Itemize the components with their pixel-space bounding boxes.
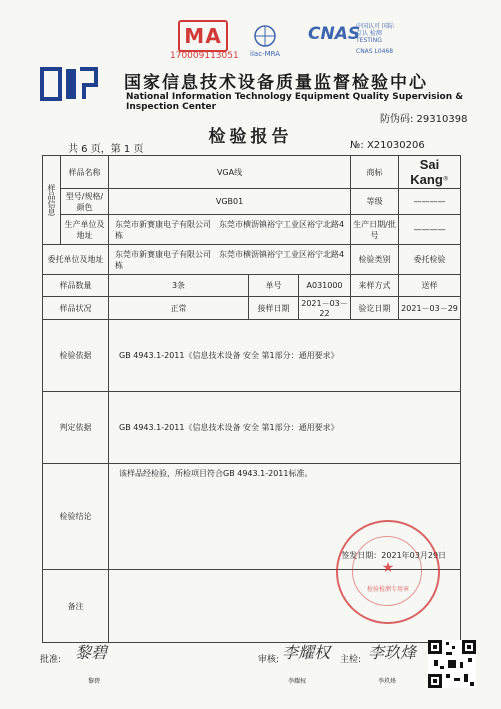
conclusion-label: 检验结论 bbox=[43, 464, 109, 570]
ma-logo-text: MA bbox=[184, 24, 222, 48]
seal-text: 检验检测专用章 bbox=[366, 586, 409, 593]
basis-value: GB 4943.1-2011《信息技术设备 安全 第1部分：通用要求》 bbox=[109, 320, 461, 392]
ma-logo bbox=[178, 20, 228, 52]
sample-name-value: VGA线 bbox=[109, 156, 351, 189]
review-name: 李耀权 bbox=[288, 678, 307, 685]
table-row bbox=[43, 392, 461, 464]
sampling-label: 来样方式 bbox=[351, 275, 399, 297]
approve-name: 黎碧 bbox=[88, 678, 101, 685]
table-row bbox=[43, 156, 461, 189]
table-row bbox=[43, 245, 461, 275]
report-number: №: X21030206 bbox=[350, 140, 425, 151]
client-value: 东莞市新赛康电子有限公司 东莞市横沥镇裕宁工业区裕宁北路4栋 bbox=[109, 245, 351, 275]
basis-label: 检验依据 bbox=[43, 320, 109, 392]
prod-date-label: 生产日期/批号 bbox=[351, 215, 399, 245]
ilac-mra-text: ilac-MRA bbox=[250, 50, 280, 58]
ticket-value: A031000 bbox=[299, 275, 351, 297]
table-row bbox=[43, 215, 461, 245]
org-name-cn: 国家信息技术设备质量监督检验中心 bbox=[124, 73, 428, 93]
finish-label: 验讫日期 bbox=[351, 297, 399, 320]
review-signature: 李耀权 bbox=[282, 643, 331, 662]
table-row bbox=[43, 297, 461, 320]
cnas-small-text: 中国认可 国际互认 检测 TESTING bbox=[356, 23, 394, 44]
model-value: VGB01 bbox=[109, 189, 351, 215]
table-row bbox=[43, 189, 461, 215]
grade-value: ———— bbox=[399, 189, 461, 215]
status-value: 正常 bbox=[109, 297, 249, 320]
sign-date: 签发日期：2021年03月29日 bbox=[341, 551, 447, 560]
sample-name-label: 样品名称 bbox=[61, 156, 109, 189]
inspect-type-value: 委托检验 bbox=[399, 245, 461, 275]
grade-label: 等级 bbox=[351, 189, 399, 215]
judge-value: GB 4943.1-2011《信息技术设备 安全 第1部分：通用要求》 bbox=[109, 392, 461, 464]
producer-label: 生产单位及地址 bbox=[61, 215, 109, 245]
page-title: 检验报告 bbox=[208, 127, 293, 147]
ticket-label: 单号 bbox=[249, 275, 299, 297]
ma-code: 170009113051 bbox=[170, 51, 239, 61]
brand-cell bbox=[399, 156, 461, 189]
approve-label: 批准: bbox=[40, 655, 62, 665]
table-row bbox=[43, 320, 461, 392]
qty-label: 样品数量 bbox=[43, 275, 109, 297]
receive-label: 接样日期 bbox=[249, 297, 299, 320]
table-row bbox=[43, 275, 461, 297]
qr-code bbox=[428, 640, 476, 688]
brand-registered-mark: ® bbox=[442, 175, 449, 183]
inspect-name: 李玖烽 bbox=[378, 678, 397, 685]
judge-label: 判定依据 bbox=[43, 392, 109, 464]
org-name-en: National Information Technology Equipment Quality Supervision & Inspection Center bbox=[126, 92, 464, 112]
model-label: 型号/规格/颜色 bbox=[61, 189, 109, 215]
seal-star-icon: ★ bbox=[381, 560, 395, 576]
brand-label: 商标 bbox=[351, 156, 399, 189]
receive-value: 2021－03－22 bbox=[299, 297, 351, 320]
review-label: 审核: bbox=[258, 655, 280, 665]
ilac-mra-logo bbox=[235, 24, 295, 58]
inspect-signature: 李玖烽 bbox=[368, 643, 417, 662]
certification-logos bbox=[120, 20, 400, 65]
org-logo-icon bbox=[40, 67, 100, 101]
approve-signature: 黎碧 bbox=[75, 643, 108, 662]
conclusion-value: 该样品经检验，所检项目符合GB 4943.1-2011标准。 bbox=[119, 469, 313, 478]
sampling-value: 送样 bbox=[399, 275, 461, 297]
producer-value: 东莞市新赛康电子有限公司 东莞市横沥镇裕宁工业区裕宁北路4栋 bbox=[109, 215, 351, 245]
cnas-text: CNAS bbox=[308, 24, 361, 44]
prod-date-value: ———— bbox=[399, 215, 461, 245]
brand-value: Sai Kang bbox=[410, 157, 443, 187]
cnas-logo bbox=[308, 24, 396, 58]
remark-label: 备注 bbox=[43, 570, 109, 643]
inspection-seal bbox=[336, 520, 440, 624]
cnas-registration: CNAS L0468 bbox=[356, 48, 394, 55]
client-label: 委托单位及地址 bbox=[43, 245, 109, 275]
finish-value: 2021－03－29 bbox=[399, 297, 461, 320]
group-label: 样品信息 bbox=[43, 156, 61, 245]
status-label: 样品状况 bbox=[43, 297, 109, 320]
qty-value: 3条 bbox=[109, 275, 249, 297]
inspect-label: 主检: bbox=[340, 655, 362, 665]
inspect-type-label: 检验类别 bbox=[351, 245, 399, 275]
anti-fake-code: 防伪码: 29310398 bbox=[380, 114, 468, 125]
page-count: 共 6 页，第 1 页 bbox=[68, 144, 144, 155]
